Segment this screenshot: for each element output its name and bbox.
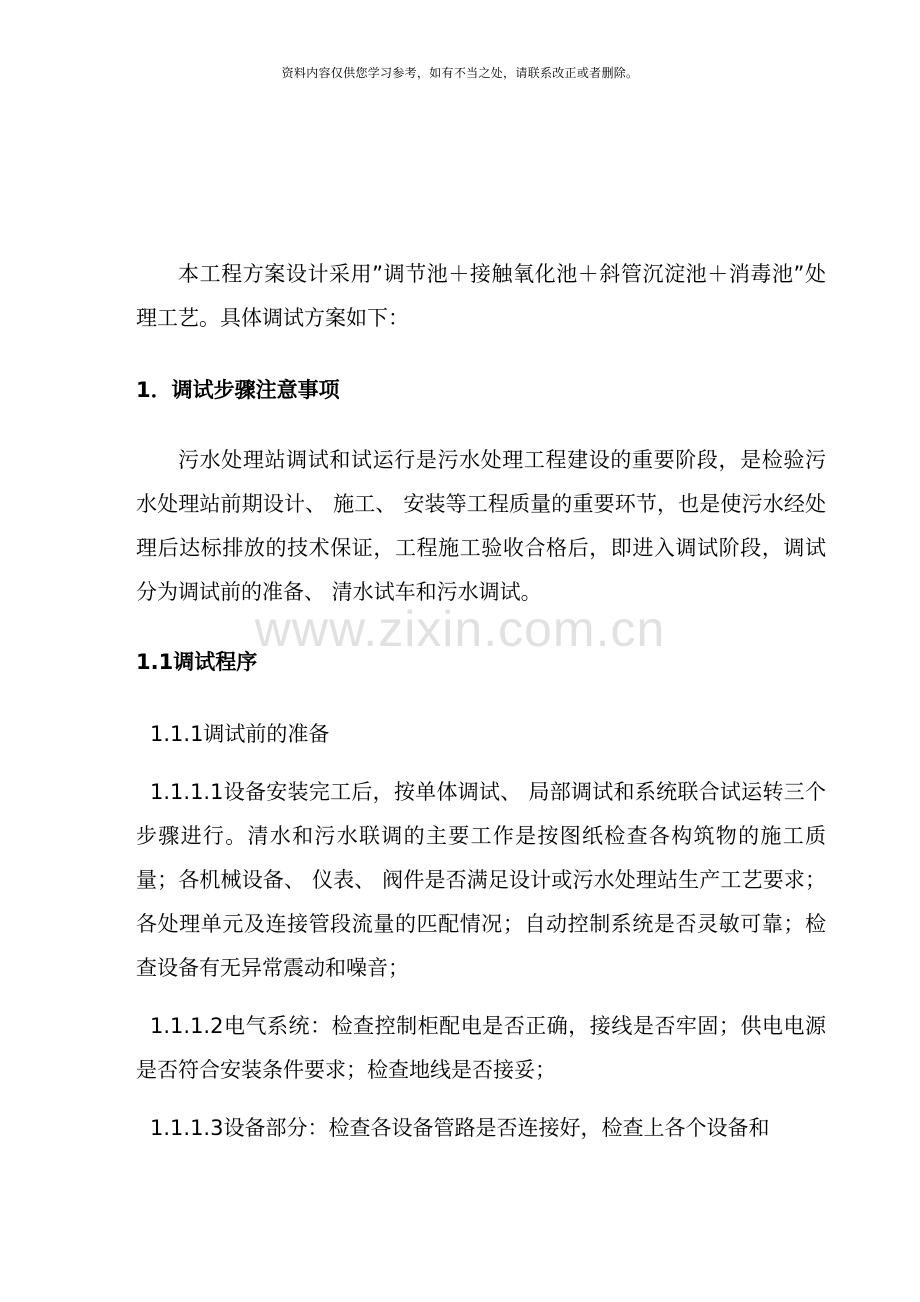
section-1-paragraph: 污水处理站调试和试运行是污水处理工程建设的重要阶段，是检验污水处理站前期设计、 施工、 安装等工程质量的重要环节，也是使污水经处理后达标排放的技术保证，工程施工验收合格后，即进入调试阶段，调试分为调试前的准备、 清水试车和污水调试。 (136, 448, 826, 604)
item-1-1-1-2: 1.1.1.2电气系统：检查控制柜配电是否正确，接线是否牢固；供电电源是否符合安装条件要求；检查地线是否接妥； (136, 1014, 826, 1082)
document-body (136, 252, 826, 1150)
section-heading-1-1-1: 1.1.1调试前的准备 (150, 722, 330, 746)
item-1-1-1-3: 1.1.1.3设备部分：检查各设备管路是否连接好，检查上各个设备和 (150, 1116, 770, 1140)
watermark: www.zixin.com.cn (254, 601, 666, 657)
item-1-1-1-1: 1.1.1.1设备安装完工后，按单体调试、 局部调试和系统联合试运转三个步骤进行。清水和污水联调的主要工作是按图纸检查各构筑物的施工质量；各机械设备、 仪表、 阀件是否满足设计或污水处理站生产工艺要求；各处理单元及连接管段流量的匹配情况；自动控制系统是否灵敏可靠；检查设备有无异常震动和噪音； (136, 780, 826, 980)
section-heading-1: 1．调试步骤注意事项 (136, 378, 340, 402)
intro-paragraph: 本工程方案设计采用”调节池＋接触氧化池＋斜管沉淀池＋消毒池”处理工艺。具体调试方案如下： (136, 262, 826, 330)
header-disclaimer: 资料内容仅供您学习参考，如有不当之处，请联系改正或者删除。 (281, 66, 639, 80)
section-heading-1-1: 1.1调试程序 (136, 650, 258, 674)
